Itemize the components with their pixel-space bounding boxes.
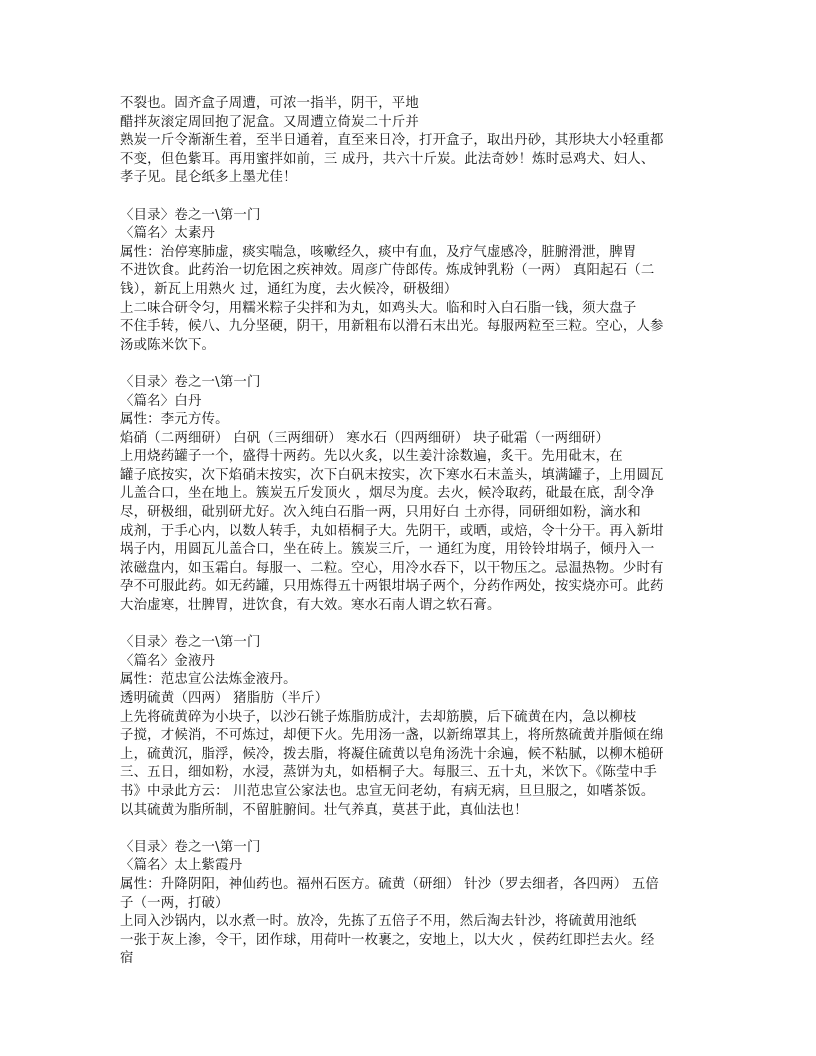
- recipe-section-taishang-zixia-dan: [120, 839, 700, 969]
- text-line: 罐子底按实，次下焰硝末按实，次下白矾末按实，次下寒水石末盖头，填满罐子，上用圆瓦: [120, 467, 664, 483]
- text-line: 焰硝（二两细研） 白矾（三两细研） 寒水石（四两细研） 块子砒霜（一两细研）: [120, 430, 610, 446]
- catalog-label: 〈目录〉卷之一\第一门: [120, 207, 261, 223]
- text-line: 属性：治停寒肺虚，痰实喘急，咳嗽经久，痰中有血，及疗气虚感冷，脏腑滑泄，脾胃: [120, 244, 637, 260]
- text-line: 不变，但色紫耳。再用蜜拌如前，三 成丹，共六十斤炭。此法奇妙！炼时忌鸡犬、妇人、: [120, 151, 655, 167]
- catalog-label: 〈目录〉卷之一\第一门: [120, 374, 261, 390]
- text-line: 上二味合研令匀，用糯米粽子尖拌和为丸，如鸡头大。临和时入白石脂一钱，须大盘子: [120, 300, 637, 316]
- text-line: 儿盖合口，坐在地上。簇炭五斤发顶火 ，烟尽为度。去火，候冷取药，砒最在底，刮令净: [120, 486, 655, 502]
- text-line: 成剂，于手心内，以数人转手，丸如梧桐子大。先阴干，或晒，或焙，令十分干。再入新坩: [120, 523, 664, 539]
- paragraph-spacer: [120, 355, 700, 374]
- paragraph-spacer: [120, 820, 700, 839]
- text-line: 孕不可服此药。如无药罐，只用炼得五十两银坩埚子两个，分药作两处，按实烧亦可。此药: [120, 579, 664, 595]
- text-line: 透明硫黄（四两） 猪脂肪（半斤）: [120, 691, 329, 706]
- text-line: 不裂也。固齐盒子周遭，可浓一指半，阴干，平地: [120, 96, 419, 111]
- recipe-title: 〈篇名〉金液丹: [120, 653, 216, 669]
- text-line: 子搅，才候消，不可炼过，却便下火。先用汤一盏，以新绵罩其上，将所熬硫黄并脂倾在绵: [120, 728, 664, 744]
- catalog-label: 〈目录〉卷之一\第一门: [120, 839, 261, 855]
- catalog-label: 〈目录〉卷之一\第一门: [120, 635, 261, 651]
- text-line: 书》中录此方云： 川范忠宣公家法也。忠宣无问老幼，有病无病，旦旦服之，如嗜茶饭。: [120, 783, 655, 799]
- paragraph-spacer: [120, 616, 700, 635]
- text-line: 不住手转，候八、九分坚硬，阴干，用新粗布以滑石末出光。每服两粒至三粒。空心，人参: [120, 319, 664, 335]
- text-line: 子（一两，打破）: [120, 895, 229, 911]
- text-line: 属性：范忠宣公法炼金液丹。: [120, 672, 297, 688]
- intro-block: [120, 95, 700, 188]
- text-line: 宿: [120, 951, 134, 967]
- text-line: 上同入沙锅内，以水煮一时。放冷，先拣了五倍子不用，然后淘去针沙，将硫黄用池纸: [120, 914, 637, 930]
- text-line: 尽，研极细，砒别研尤好。次入纯白石脂一两，只用好白 土亦得，同研细如粉，滴水和: [120, 505, 641, 521]
- text-line: 属性：升降阴阳，神仙药也。福州石医方。硫黄（研细） 针沙（罗去细者，各四两） 五倍: [120, 876, 659, 892]
- text-line: 上先将硫黄碎为小块子，以沙石铫子炼脂肪成汁，去却筋膜，后下硫黄在内，急以柳枝: [120, 709, 637, 725]
- text-line: 埚子内，用圆瓦儿盖合口，坐在砖上。簇炭三斤，一 通红为度，用铃铃坩埚子，倾丹入一: [120, 542, 655, 558]
- text-line: 浓磁盘内，如玉霜白。每服一、二粒。空心，用冷水吞下，以干物压之。忌温热物。少时有: [120, 560, 664, 576]
- recipe-title: 〈篇名〉太上紫霞丹: [120, 858, 243, 874]
- text-line: 不进饮食。此药治一切危困之疾神效。周彦广侍郎传。炼成钟乳粉（一两） 真阳起石（二: [120, 263, 655, 279]
- text-line: 汤或陈米饮下。: [120, 337, 216, 353]
- text-line: 醋拌灰滚定周回抱了泥盒。又周遭立倚炭二十斤并: [120, 114, 419, 130]
- recipe-section-taisu-dan: [120, 207, 700, 356]
- recipe-title: 〈篇名〉白丹: [120, 393, 202, 409]
- text-line: 熟炭一斤令渐渐生着，至半日通着，直至来日冷，打开盒子，取出丹砂，其形块大小轻重都: [120, 133, 664, 149]
- text-line: 三、五日，细如粉，水浸，蒸饼为丸，如梧桐子大。每服三、五十丸，米饮下。《陈莹中手: [120, 765, 657, 781]
- paragraph-spacer: [120, 188, 700, 207]
- text-line: 钱），新瓦上用熟火 过，通红为度，去火候冷，研极细）: [120, 281, 458, 297]
- text-line: 孝子见。昆仑纸多上墨尤佳！: [120, 170, 297, 186]
- recipe-title: 〈篇名〉太素丹: [120, 226, 216, 242]
- recipe-section-jinye-dan: [120, 634, 700, 820]
- text-line: 上，硫黄沉，脂浮，候冷，拨去脂，将凝住硫黄以皂角汤洗十余遍，候不粘腻，以柳木槌研: [120, 746, 664, 762]
- text-line: 以其硫黄为脂所制，不留脏腑间。壮气养真，莫甚于此，真仙法也！: [120, 802, 528, 818]
- text-line: 大治虚寒，壮脾胃，进饮食，有大效。寒水石南人谓之软石膏。: [120, 598, 501, 614]
- text-line: 属性：李元方传。: [120, 412, 229, 428]
- text-line: 一张于灰上渗，令干，团作球，用荷叶一枚裹之，安地上，以大火 ，侯药红即拦去火。经: [120, 932, 655, 948]
- document-page: [120, 95, 700, 969]
- recipe-section-bai-dan: [120, 374, 700, 616]
- text-line: 上用烧药罐子一个，盛得十两药。先以火炙，以生姜汁涂数遍，炙干。先用砒末，在: [120, 449, 623, 465]
